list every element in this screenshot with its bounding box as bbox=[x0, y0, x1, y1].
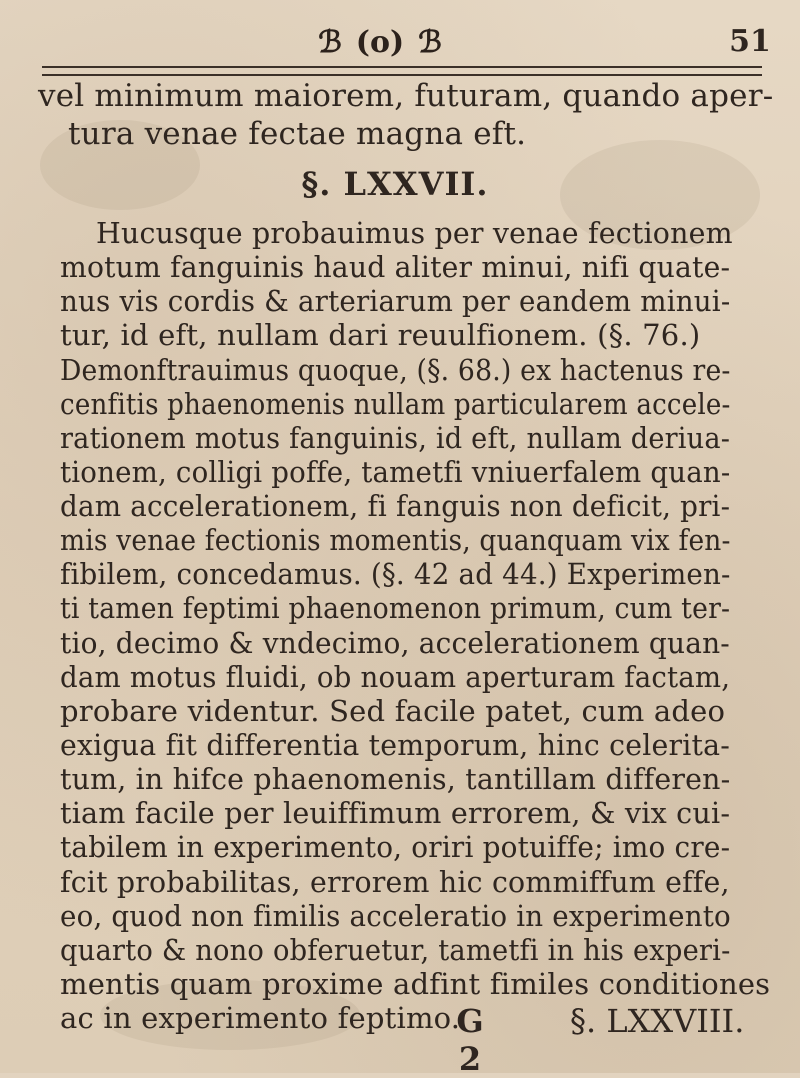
ornament-right-icon: ℬ bbox=[418, 24, 442, 60]
text-line: nus vis cordis & arteriarum per eandem minui- bbox=[60, 284, 731, 319]
header-rule bbox=[42, 66, 762, 76]
text-line: motum fanguinis haud aliter minui, nifi quate- bbox=[60, 250, 731, 285]
text-line: tio, decimo & vndecimo, accelerationem quan- bbox=[60, 625, 730, 660]
header-ornament bbox=[230, 22, 530, 62]
text-line: Hucusque probauimus per venae fectionem bbox=[96, 216, 733, 250]
page-number: 51 bbox=[729, 24, 771, 59]
text-line: tura venae fectae magna eft. bbox=[68, 116, 527, 152]
text-line: tur, id eft, nullam dari reuulfionem. (§. 76.) bbox=[60, 318, 701, 353]
text-line: tiam facile per leuiffimum errorem, & vix cui- bbox=[60, 796, 731, 831]
text-line: probare videntur. Sed facile patet, cum adeo bbox=[60, 693, 726, 728]
text-line: tum, in hifce phaenomenis, tantillam differen- bbox=[60, 762, 731, 797]
text-line: cenfitis phaenomenis nullam particularem accele- bbox=[60, 386, 731, 421]
ornament-center-icon: (o) bbox=[355, 24, 405, 60]
text-line: fibilem, concedamus. (§. 42 ad 44.) Experimen- bbox=[60, 557, 731, 592]
text-line: fcit probabilitas, errorem hic commiffum effe, bbox=[60, 864, 730, 899]
ornament-left-icon: ℬ bbox=[318, 24, 342, 60]
text-line: ti tamen feptimi phaenomenon primum, cum ter- bbox=[60, 591, 731, 626]
text-line: Demonftrauimus quoque, (§. 68.) ex hactenus re- bbox=[60, 352, 731, 387]
text-line: tabilem in experimento, oriri potuiffe; imo cre- bbox=[60, 830, 731, 865]
text-line: ac in experimento feptimo. bbox=[60, 1001, 461, 1035]
signature-mark: G 2 bbox=[456, 1002, 484, 1078]
text-line: eo, quod non fimilis acceleratio in experimento bbox=[60, 898, 731, 933]
page-header bbox=[0, 22, 800, 62]
catchword: §. LXXVIII. bbox=[570, 1002, 745, 1040]
text-line: vel minimum maiorem, futuram, quando aper- bbox=[38, 78, 774, 114]
text-line: dam motus fluidi, ob nouam aperturam factam, bbox=[60, 659, 731, 694]
text-line: exigua fit differentia temporum, hinc celerita- bbox=[60, 728, 730, 762]
text-line: quarto & nono obferuetur, tametfi in his experi- bbox=[60, 932, 731, 967]
text-line: mentis quam proxime adfint fimiles conditiones bbox=[60, 966, 771, 1001]
text-line: rationem motus fanguinis, id eft, nullam deriua- bbox=[60, 420, 731, 455]
text-line: tionem, colligi poffe, tametfi vniuerfalem quan- bbox=[60, 454, 731, 489]
text-line: mis venae fectionis momentis, quanquam vix fen- bbox=[60, 523, 731, 558]
section-heading: §. LXXVII. bbox=[301, 165, 489, 203]
text-line: dam accelerationem, fi fanguis non deficit, pri- bbox=[60, 489, 731, 523]
